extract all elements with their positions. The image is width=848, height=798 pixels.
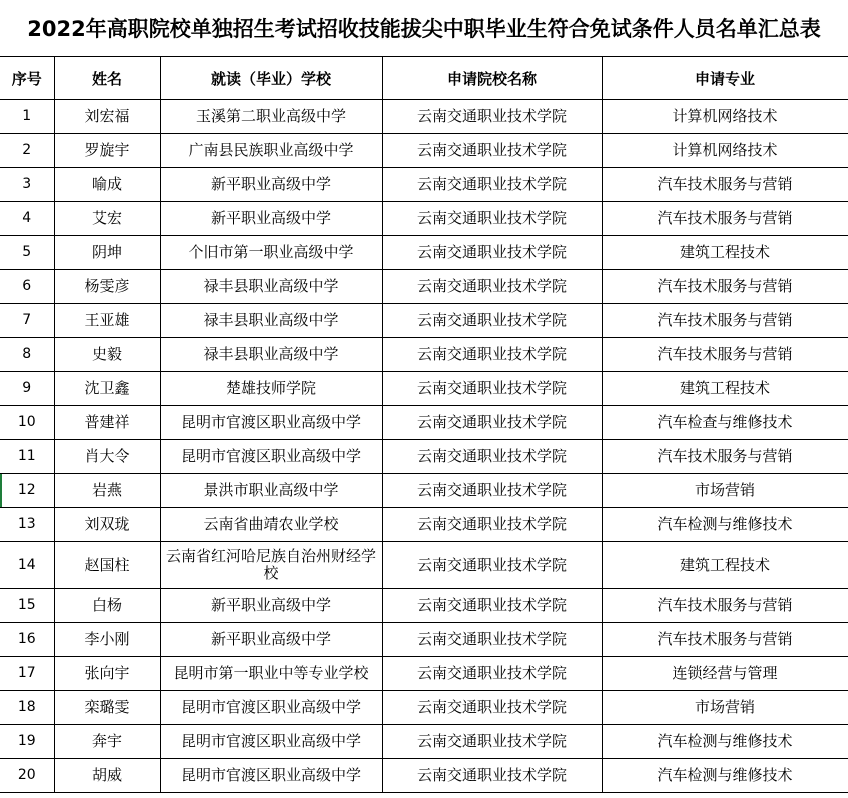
table-row	[0, 508, 848, 542]
roster-table	[0, 57, 848, 793]
table-row	[0, 759, 848, 793]
cell-index[interactable]: 14	[0, 542, 54, 589]
cell-applied-major[interactable]: 汽车检测与维修技术	[602, 725, 848, 759]
cell-name[interactable]: 王亚雄	[54, 304, 160, 338]
cell-name[interactable]: 史毅	[54, 338, 160, 372]
cell-school[interactable]: 新平职业高级中学	[160, 168, 382, 202]
cell-name[interactable]: 沈卫鑫	[54, 372, 160, 406]
cell-applied-college[interactable]: 云南交通职业技术学院	[382, 134, 602, 168]
table-header	[0, 57, 848, 100]
cell-applied-major[interactable]: 汽车技术服务与营销	[602, 304, 848, 338]
table-row	[0, 657, 848, 691]
cell-school[interactable]: 新平职业高级中学	[160, 589, 382, 623]
cell-name[interactable]: 张向宇	[54, 657, 160, 691]
cell-applied-college[interactable]: 云南交通职业技术学院	[382, 623, 602, 657]
cell-school[interactable]: 新平职业高级中学	[160, 623, 382, 657]
cell-applied-major[interactable]: 汽车技术服务与营销	[602, 623, 848, 657]
cell-applied-major[interactable]: 汽车技术服务与营销	[602, 270, 848, 304]
cell-index[interactable]: 1	[0, 100, 54, 134]
cell-index[interactable]: 3	[0, 168, 54, 202]
cell-applied-college[interactable]: 云南交通职业技术学院	[382, 725, 602, 759]
header-cell-applied-major[interactable]: 申请专业	[602, 57, 848, 100]
cell-name[interactable]: 刘宏福	[54, 100, 160, 134]
cell-applied-college[interactable]: 云南交通职业技术学院	[382, 691, 602, 725]
table-row	[0, 542, 848, 589]
cell-name[interactable]: 喻成	[54, 168, 160, 202]
cell-name[interactable]: 罗旋宇	[54, 134, 160, 168]
cell-school[interactable]: 楚雄技师学院	[160, 372, 382, 406]
cell-school[interactable]: 禄丰县职业高级中学	[160, 338, 382, 372]
table-row	[0, 168, 848, 202]
cell-applied-major[interactable]: 汽车检测与维修技术	[602, 508, 848, 542]
table-row	[0, 725, 848, 759]
cell-index[interactable]: 12	[0, 474, 54, 508]
cell-applied-major[interactable]: 建筑工程技术	[602, 236, 848, 270]
cell-applied-major[interactable]: 汽车检测与维修技术	[602, 759, 848, 793]
cell-school[interactable]: 云南省曲靖农业学校	[160, 508, 382, 542]
cell-school[interactable]: 云南省红河哈尼族自治州财经学校	[160, 542, 382, 589]
header-cell-name[interactable]: 姓名	[54, 57, 160, 100]
cell-index[interactable]: 9	[0, 372, 54, 406]
cell-name[interactable]: 肖大令	[54, 440, 160, 474]
cell-school[interactable]: 新平职业高级中学	[160, 202, 382, 236]
header-row	[0, 57, 848, 100]
table-row	[0, 372, 848, 406]
table-row	[0, 691, 848, 725]
cell-applied-major[interactable]: 建筑工程技术	[602, 542, 848, 589]
cell-applied-college[interactable]: 云南交通职业技术学院	[382, 508, 602, 542]
cell-applied-major[interactable]: 汽车技术服务与营销	[602, 202, 848, 236]
cell-applied-college[interactable]: 云南交通职业技术学院	[382, 440, 602, 474]
cell-index[interactable]: 17	[0, 657, 54, 691]
table-row	[0, 406, 848, 440]
cell-index[interactable]: 20	[0, 759, 54, 793]
cell-applied-major[interactable]: 市场营销	[602, 691, 848, 725]
cell-index[interactable]: 13	[0, 508, 54, 542]
cell-applied-college[interactable]: 云南交通职业技术学院	[382, 338, 602, 372]
cell-name[interactable]: 岩燕	[54, 474, 160, 508]
table-row	[0, 338, 848, 372]
cell-name[interactable]: 胡威	[54, 759, 160, 793]
table-row	[0, 623, 848, 657]
sheet-title[interactable]: 2022年高职院校单独招生考试招收技能拔尖中职毕业生符合免试条件人员名单汇总表	[0, 0, 848, 57]
cell-applied-college[interactable]: 云南交通职业技术学院	[382, 657, 602, 691]
cell-school[interactable]: 昆明市官渡区职业高级中学	[160, 691, 382, 725]
cell-applied-major[interactable]: 汽车检查与维修技术	[602, 406, 848, 440]
table-row	[0, 236, 848, 270]
cell-applied-college[interactable]: 云南交通职业技术学院	[382, 100, 602, 134]
cell-applied-major[interactable]: 连锁经营与管理	[602, 657, 848, 691]
cell-applied-college[interactable]: 云南交通职业技术学院	[382, 168, 602, 202]
cell-index[interactable]: 6	[0, 270, 54, 304]
cell-name[interactable]: 李小刚	[54, 623, 160, 657]
cell-school[interactable]: 个旧市第一职业高级中学	[160, 236, 382, 270]
cell-name[interactable]: 赵国柱	[54, 542, 160, 589]
cell-index[interactable]: 8	[0, 338, 54, 372]
cell-index[interactable]: 5	[0, 236, 54, 270]
cell-name[interactable]: 白杨	[54, 589, 160, 623]
cell-applied-college[interactable]: 云南交通职业技术学院	[382, 236, 602, 270]
cell-index[interactable]: 2	[0, 134, 54, 168]
header-cell-index[interactable]: 序号	[0, 57, 54, 100]
table-row	[0, 270, 848, 304]
cell-applied-college[interactable]: 云南交通职业技术学院	[382, 474, 602, 508]
cell-applied-major[interactable]: 汽车技术服务与营销	[602, 589, 848, 623]
cell-name[interactable]: 刘双珑	[54, 508, 160, 542]
cell-index[interactable]: 15	[0, 589, 54, 623]
cell-name[interactable]: 栾璐雯	[54, 691, 160, 725]
cell-school[interactable]: 昆明市第一职业中等专业学校	[160, 657, 382, 691]
cell-school[interactable]: 昆明市官渡区职业高级中学	[160, 440, 382, 474]
table-row	[0, 589, 848, 623]
cell-name[interactable]: 杨雯彦	[54, 270, 160, 304]
cell-name[interactable]: 普建祥	[54, 406, 160, 440]
cell-index[interactable]: 19	[0, 725, 54, 759]
cell-name[interactable]: 奔宇	[54, 725, 160, 759]
table-row	[0, 474, 848, 508]
cell-school[interactable]: 昆明市官渡区职业高级中学	[160, 406, 382, 440]
cell-index[interactable]: 10	[0, 406, 54, 440]
cell-index[interactable]: 4	[0, 202, 54, 236]
cell-index[interactable]: 18	[0, 691, 54, 725]
cell-name[interactable]: 艾宏	[54, 202, 160, 236]
header-cell-school[interactable]: 就读（毕业）学校	[160, 57, 382, 100]
cell-index[interactable]: 16	[0, 623, 54, 657]
table-row	[0, 134, 848, 168]
cell-school[interactable]: 昆明市官渡区职业高级中学	[160, 759, 382, 793]
cell-school[interactable]: 景洪市职业高级中学	[160, 474, 382, 508]
cell-name[interactable]: 阴坤	[54, 236, 160, 270]
table-row	[0, 440, 848, 474]
cell-applied-major[interactable]: 计算机网络技术	[602, 100, 848, 134]
table-row	[0, 304, 848, 338]
cell-applied-major[interactable]: 市场营销	[602, 474, 848, 508]
cell-school[interactable]: 广南县民族职业高级中学	[160, 134, 382, 168]
cell-applied-college[interactable]: 云南交通职业技术学院	[382, 270, 602, 304]
cell-applied-college[interactable]: 云南交通职业技术学院	[382, 372, 602, 406]
table-row	[0, 100, 848, 134]
cell-applied-college[interactable]: 云南交通职业技术学院	[382, 542, 602, 589]
cell-school[interactable]: 玉溪第二职业高级中学	[160, 100, 382, 134]
cell-school[interactable]: 禄丰县职业高级中学	[160, 270, 382, 304]
cell-applied-major[interactable]: 汽车技术服务与营销	[602, 338, 848, 372]
cell-school[interactable]: 昆明市官渡区职业高级中学	[160, 725, 382, 759]
cell-applied-major[interactable]: 汽车技术服务与营销	[602, 168, 848, 202]
cell-index[interactable]: 11	[0, 440, 54, 474]
table-body	[0, 100, 848, 793]
cell-applied-college[interactable]: 云南交通职业技术学院	[382, 202, 602, 236]
cell-applied-college[interactable]: 云南交通职业技术学院	[382, 304, 602, 338]
header-cell-applied-college[interactable]: 申请院校名称	[382, 57, 602, 100]
cell-applied-college[interactable]: 云南交通职业技术学院	[382, 589, 602, 623]
cell-applied-major[interactable]: 计算机网络技术	[602, 134, 848, 168]
cell-applied-major[interactable]: 汽车技术服务与营销	[602, 440, 848, 474]
cell-applied-major[interactable]: 建筑工程技术	[602, 372, 848, 406]
table-row	[0, 202, 848, 236]
cell-index[interactable]: 7	[0, 304, 54, 338]
cell-applied-college[interactable]: 云南交通职业技术学院	[382, 759, 602, 793]
cell-applied-college[interactable]: 云南交通职业技术学院	[382, 406, 602, 440]
cell-school[interactable]: 禄丰县职业高级中学	[160, 304, 382, 338]
